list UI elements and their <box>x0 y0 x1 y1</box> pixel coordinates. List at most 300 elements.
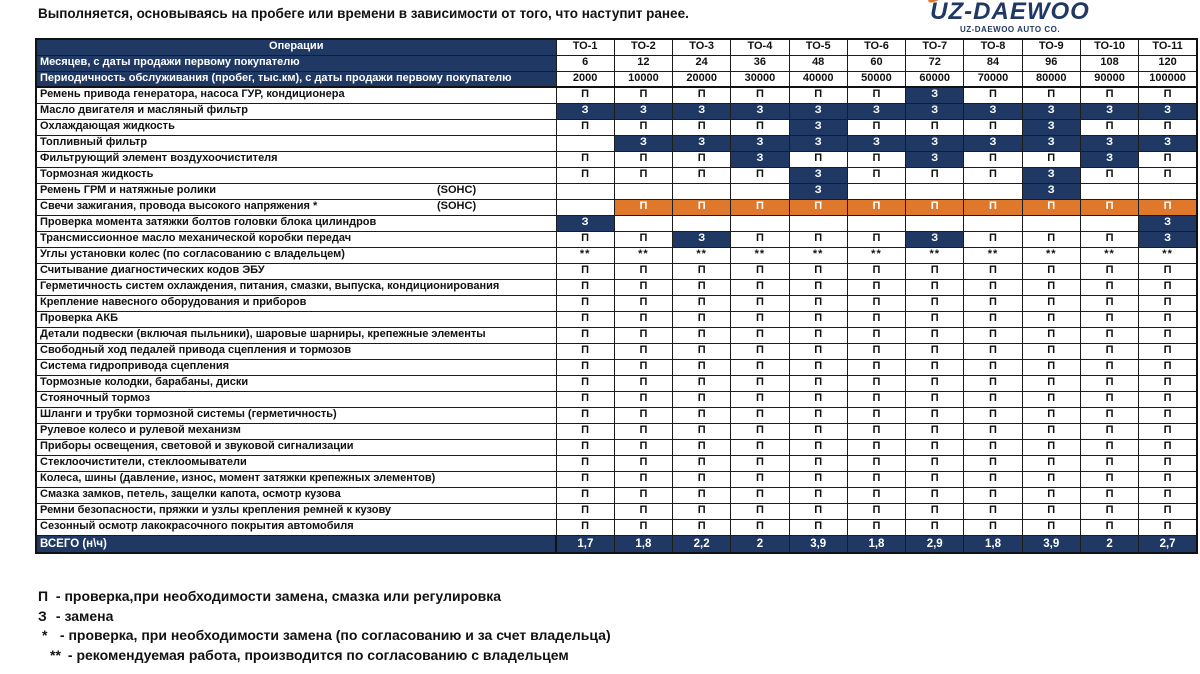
schedule-cell: П <box>1022 231 1080 247</box>
schedule-cell: З <box>906 103 964 119</box>
operation-label-text: Стеклоочистители, стеклоомыватели <box>40 456 247 469</box>
schedule-cell: П <box>964 327 1022 343</box>
schedule-cell: П <box>1080 343 1138 359</box>
schedule-cell: П <box>673 119 731 135</box>
schedule-cell: П <box>556 503 614 519</box>
schedule-cell <box>1139 183 1197 199</box>
months-value-cell: 60 <box>847 55 905 71</box>
schedule-cell: П <box>673 407 731 423</box>
schedule-cell: П <box>847 279 905 295</box>
schedule-cell: П <box>1080 375 1138 391</box>
operation-label <box>36 247 556 263</box>
schedule-cell: П <box>673 279 731 295</box>
mileage-row <box>36 71 1197 87</box>
schedule-cell: П <box>1139 87 1197 103</box>
months-value-cell: 12 <box>614 55 672 71</box>
schedule-cell: П <box>673 167 731 183</box>
schedule-cell: П <box>847 519 905 535</box>
schedule-cell: П <box>1022 455 1080 471</box>
operation-label <box>36 103 556 119</box>
operation-label <box>36 343 556 359</box>
schedule-cell: П <box>906 407 964 423</box>
schedule-cell: П <box>731 119 789 135</box>
schedule-cell: П <box>906 343 964 359</box>
schedule-cell: П <box>847 167 905 183</box>
legend-symbol: П <box>38 588 49 604</box>
schedule-cell: П <box>556 295 614 311</box>
interval-column-header: ТО-7 <box>906 39 964 55</box>
operation-label <box>36 407 556 423</box>
schedule-cell: П <box>1139 471 1197 487</box>
schedule-cell: П <box>673 439 731 455</box>
legend-symbol: З <box>38 607 47 624</box>
schedule-cell: П <box>1080 279 1138 295</box>
schedule-cell: П <box>964 519 1022 535</box>
operation-label <box>36 375 556 391</box>
schedule-cell: П <box>789 359 847 375</box>
operation-label-text: Трансмиссионное масло механической коробки передач <box>40 232 352 245</box>
operation-label-text: Ремень ГРМ и натяжные ролики <box>40 184 216 197</box>
operation-row <box>36 503 1197 519</box>
schedule-cell: П <box>964 151 1022 167</box>
schedule-cell: П <box>1022 279 1080 295</box>
schedule-cell: З <box>1080 103 1138 119</box>
schedule-cell: ** <box>673 247 731 263</box>
operation-row <box>36 183 1197 199</box>
schedule-cell <box>673 215 731 231</box>
schedule-cell: П <box>964 423 1022 439</box>
schedule-cell: ** <box>731 247 789 263</box>
schedule-cell: П <box>847 375 905 391</box>
months-value-cell: 6 <box>556 55 614 71</box>
schedule-cell: П <box>1022 439 1080 455</box>
schedule-cell: П <box>731 327 789 343</box>
months-row <box>36 55 1197 71</box>
schedule-cell: П <box>1080 359 1138 375</box>
schedule-cell: П <box>614 87 672 103</box>
operation-label <box>36 519 556 535</box>
schedule-cell <box>556 199 614 215</box>
schedule-cell: П <box>731 423 789 439</box>
operation-label <box>36 199 556 215</box>
intro-text: Выполняется, основываясь на пробеге или времени в зависимости от того, что наступит ранее. <box>38 6 689 21</box>
schedule-cell: П <box>789 295 847 311</box>
legend-line-replace <box>38 608 611 626</box>
schedule-cell: П <box>1022 375 1080 391</box>
schedule-cell: П <box>614 343 672 359</box>
schedule-cell: П <box>556 311 614 327</box>
schedule-cell: П <box>1139 407 1197 423</box>
operation-row <box>36 439 1197 455</box>
schedule-cell: З <box>1080 151 1138 167</box>
schedule-cell: П <box>906 295 964 311</box>
schedule-cell: П <box>614 487 672 503</box>
operation-label-text: Масло двигателя и масляный фильтр <box>40 104 248 117</box>
schedule-cell: П <box>964 487 1022 503</box>
schedule-cell: П <box>673 311 731 327</box>
schedule-cell: П <box>614 279 672 295</box>
schedule-cell: П <box>1080 87 1138 103</box>
schedule-cell: З <box>1139 231 1197 247</box>
operation-row <box>36 423 1197 439</box>
schedule-cell: П <box>731 487 789 503</box>
schedule-cell <box>731 183 789 199</box>
schedule-cell: П <box>1022 359 1080 375</box>
operation-label-text: Колеса, шины (давление, износ, момент затяжки крепежных элементов) <box>40 472 436 485</box>
schedule-cell: П <box>731 407 789 423</box>
legend-symbol: * <box>42 627 48 643</box>
total-hours-cell: 2,7 <box>1139 535 1197 553</box>
operation-row <box>36 407 1197 423</box>
schedule-cell: П <box>673 503 731 519</box>
schedule-cell: П <box>1080 439 1138 455</box>
total-hours-cell: 1,8 <box>614 535 672 553</box>
schedule-cell: П <box>789 455 847 471</box>
operation-row <box>36 487 1197 503</box>
schedule-cell: З <box>614 103 672 119</box>
schedule-cell: П <box>614 519 672 535</box>
schedule-cell: П <box>673 87 731 103</box>
schedule-cell: П <box>556 519 614 535</box>
mileage-row-label: Периодичность обслуживания (пробег, тыс.км), с даты продажи первому покупателю <box>36 71 556 87</box>
months-value-cell: 36 <box>731 55 789 71</box>
schedule-cell: П <box>614 455 672 471</box>
schedule-cell: З <box>614 135 672 151</box>
months-row-label: Месяцев, с даты продажи первому покупателю <box>36 55 556 71</box>
schedule-cell: П <box>556 439 614 455</box>
operation-label <box>36 279 556 295</box>
operation-row <box>36 359 1197 375</box>
months-value-cell: 120 <box>1139 55 1197 71</box>
schedule-cell: П <box>673 343 731 359</box>
total-row-label: ВСЕГО (н\ч) <box>36 535 556 553</box>
operation-label <box>36 391 556 407</box>
schedule-cell: П <box>556 375 614 391</box>
schedule-cell: П <box>556 87 614 103</box>
schedule-cell: З <box>673 231 731 247</box>
schedule-cell: П <box>964 295 1022 311</box>
schedule-cell: П <box>906 455 964 471</box>
schedule-cell: П <box>1139 263 1197 279</box>
schedule-cell: П <box>1080 503 1138 519</box>
mileage-value-cell: 100000 <box>1139 71 1197 87</box>
schedule-cell: П <box>847 151 905 167</box>
schedule-cell: П <box>1022 503 1080 519</box>
schedule-cell: П <box>847 343 905 359</box>
schedule-cell: П <box>906 263 964 279</box>
schedule-cell: П <box>1080 519 1138 535</box>
operation-row <box>36 279 1197 295</box>
schedule-cell: П <box>847 423 905 439</box>
operation-row <box>36 119 1197 135</box>
operation-row <box>36 311 1197 327</box>
schedule-cell: П <box>614 471 672 487</box>
operation-label <box>36 263 556 279</box>
schedule-cell: П <box>1139 423 1197 439</box>
legend-line-asterisk <box>38 627 611 645</box>
schedule-cell: З <box>789 167 847 183</box>
operation-label-text: Считывание диагностических кодов ЭБУ <box>40 264 265 277</box>
schedule-cell: З <box>673 103 731 119</box>
operation-row <box>36 231 1197 247</box>
operation-label <box>36 183 556 199</box>
schedule-cell: П <box>673 423 731 439</box>
schedule-cell: П <box>789 311 847 327</box>
schedule-cell: П <box>731 455 789 471</box>
schedule-cell: З <box>789 103 847 119</box>
legend-line-double-asterisk <box>38 647 611 665</box>
schedule-cell: П <box>1139 119 1197 135</box>
operation-label <box>36 503 556 519</box>
months-value-cell: 24 <box>673 55 731 71</box>
schedule-cell: З <box>847 103 905 119</box>
interval-column-header: ТО-6 <box>847 39 905 55</box>
schedule-cell: П <box>964 503 1022 519</box>
schedule-cell: П <box>556 359 614 375</box>
schedule-cell: П <box>1139 199 1197 215</box>
schedule-cell: П <box>614 375 672 391</box>
operation-row <box>36 327 1197 343</box>
operation-row <box>36 199 1197 215</box>
operation-label <box>36 231 556 247</box>
schedule-cell: П <box>1080 471 1138 487</box>
schedule-cell: П <box>556 279 614 295</box>
mileage-value-cell: 50000 <box>847 71 905 87</box>
interval-column-header: ТО-5 <box>789 39 847 55</box>
schedule-cell: П <box>556 423 614 439</box>
schedule-cell: П <box>1139 327 1197 343</box>
schedule-cell <box>964 183 1022 199</box>
operation-label-text: Свободный ход педалей привода сцепления и тормозов <box>40 344 352 357</box>
schedule-cell: П <box>789 503 847 519</box>
schedule-cell: П <box>556 391 614 407</box>
schedule-cell: П <box>964 167 1022 183</box>
operation-label <box>36 487 556 503</box>
schedule-cell: П <box>614 407 672 423</box>
schedule-cell: П <box>964 311 1022 327</box>
operation-row <box>36 87 1197 103</box>
schedule-cell: З <box>906 135 964 151</box>
schedule-cell: П <box>1022 295 1080 311</box>
schedule-cell: П <box>789 391 847 407</box>
schedule-cell: П <box>1022 151 1080 167</box>
schedule-cell: П <box>673 471 731 487</box>
months-value-cell: 84 <box>964 55 1022 71</box>
operation-row <box>36 135 1197 151</box>
mileage-value-cell: 10000 <box>614 71 672 87</box>
legend-line-check <box>38 588 611 606</box>
operation-label-text: Смазка замков, петель, защелки капота, осмотр кузова <box>40 488 341 501</box>
schedule-cell: П <box>673 455 731 471</box>
operation-label <box>36 439 556 455</box>
schedule-cell: П <box>1022 407 1080 423</box>
schedule-cell: П <box>1080 391 1138 407</box>
schedule-cell <box>906 215 964 231</box>
maintenance-table <box>35 38 1198 554</box>
schedule-cell: П <box>731 503 789 519</box>
schedule-cell: П <box>1080 487 1138 503</box>
schedule-cell: П <box>1022 263 1080 279</box>
schedule-cell: З <box>847 135 905 151</box>
schedule-cell: П <box>1080 455 1138 471</box>
schedule-cell: П <box>964 439 1022 455</box>
operation-label <box>36 295 556 311</box>
schedule-cell: П <box>1139 519 1197 535</box>
operation-label-text: Ремни безопасности, пряжки и узлы крепления ремней к кузову <box>40 504 392 517</box>
schedule-cell: П <box>673 199 731 215</box>
schedule-cell <box>964 215 1022 231</box>
logo-brand-label: UZ-DAEWOO <box>930 0 1090 25</box>
total-hours-cell: 1,8 <box>847 535 905 553</box>
schedule-cell: П <box>731 199 789 215</box>
schedule-cell: П <box>789 423 847 439</box>
schedule-cell: П <box>1139 503 1197 519</box>
operation-row <box>36 263 1197 279</box>
schedule-cell: П <box>789 343 847 359</box>
operation-label-text: Крепление навесного оборудования и приборов <box>40 296 307 309</box>
schedule-cell: П <box>906 439 964 455</box>
operation-label-text: Топливный фильтр <box>40 136 148 149</box>
schedule-cell: П <box>673 391 731 407</box>
schedule-cell: П <box>964 391 1022 407</box>
schedule-cell: П <box>1139 487 1197 503</box>
schedule-cell: П <box>731 231 789 247</box>
schedule-cell: П <box>614 423 672 439</box>
schedule-cell: П <box>673 295 731 311</box>
schedule-cell: П <box>731 519 789 535</box>
schedule-cell: П <box>906 375 964 391</box>
schedule-cell: П <box>731 311 789 327</box>
schedule-cell: ** <box>614 247 672 263</box>
legend <box>38 588 611 666</box>
schedule-cell: П <box>847 471 905 487</box>
schedule-cell <box>673 183 731 199</box>
mileage-value-cell: 40000 <box>789 71 847 87</box>
mileage-value-cell: 90000 <box>1080 71 1138 87</box>
schedule-cell: П <box>673 375 731 391</box>
schedule-cell: П <box>1022 87 1080 103</box>
operation-label <box>36 151 556 167</box>
schedule-cell: П <box>847 119 905 135</box>
schedule-cell: П <box>556 455 614 471</box>
schedule-cell: П <box>556 263 614 279</box>
schedule-cell: П <box>789 279 847 295</box>
schedule-cell: П <box>906 279 964 295</box>
schedule-cell: П <box>556 471 614 487</box>
schedule-cell: П <box>1080 327 1138 343</box>
mileage-value-cell: 30000 <box>731 71 789 87</box>
operation-label-text: Проверка момента затяжки болтов головки блока цилиндров <box>40 216 377 229</box>
schedule-cell: П <box>1022 423 1080 439</box>
operation-row <box>36 519 1197 535</box>
mileage-value-cell: 70000 <box>964 71 1022 87</box>
schedule-cell: П <box>1022 343 1080 359</box>
schedule-cell: З <box>1022 135 1080 151</box>
schedule-cell: П <box>556 151 614 167</box>
interval-column-header: ТО-4 <box>731 39 789 55</box>
schedule-cell: ** <box>964 247 1022 263</box>
total-hours-cell: 2 <box>1080 535 1138 553</box>
schedule-cell: П <box>789 519 847 535</box>
legend-text: - проверка, при необходимости замена (по согласованию и за счет владельца) <box>59 627 611 643</box>
schedule-cell: П <box>1080 311 1138 327</box>
schedule-cell: П <box>1139 295 1197 311</box>
schedule-cell: П <box>906 423 964 439</box>
schedule-cell: З <box>1022 167 1080 183</box>
schedule-cell: П <box>1080 295 1138 311</box>
schedule-cell: П <box>556 487 614 503</box>
schedule-cell: З <box>1139 103 1197 119</box>
schedule-cell: П <box>731 263 789 279</box>
schedule-cell: П <box>964 471 1022 487</box>
schedule-cell: П <box>847 487 905 503</box>
schedule-cell: З <box>789 119 847 135</box>
schedule-cell: ** <box>1080 247 1138 263</box>
schedule-cell: П <box>1080 199 1138 215</box>
operation-label-text: Охлаждающая жидкость <box>40 120 175 133</box>
schedule-cell: З <box>556 215 614 231</box>
operation-label <box>36 423 556 439</box>
schedule-cell: П <box>847 407 905 423</box>
interval-column-header: ТО-9 <box>1022 39 1080 55</box>
mileage-value-cell: 2000 <box>556 71 614 87</box>
interval-column-header: ТО-8 <box>964 39 1022 55</box>
schedule-cell: ** <box>1022 247 1080 263</box>
operation-label <box>36 135 556 151</box>
schedule-cell: ** <box>847 247 905 263</box>
schedule-cell: П <box>1022 327 1080 343</box>
operation-label-text: Ремень привода генератора, насоса ГУР, кондиционера <box>40 88 345 101</box>
schedule-cell: П <box>964 199 1022 215</box>
schedule-cell: ** <box>789 247 847 263</box>
schedule-cell <box>1080 215 1138 231</box>
interval-column-header: ТО-3 <box>673 39 731 55</box>
schedule-cell: П <box>847 391 905 407</box>
table-head <box>36 39 1197 55</box>
schedule-cell: З <box>731 103 789 119</box>
operation-label <box>36 471 556 487</box>
interval-column-header: ТО-10 <box>1080 39 1138 55</box>
total-hours-cell: 3,9 <box>789 535 847 553</box>
schedule-cell: П <box>1022 487 1080 503</box>
schedule-cell: П <box>964 343 1022 359</box>
schedule-cell: П <box>847 311 905 327</box>
operation-label-text: Рулевое колесо и рулевой механизм <box>40 424 241 437</box>
schedule-cell: П <box>1139 359 1197 375</box>
schedule-cell: П <box>1139 343 1197 359</box>
operation-label-text: Стояночный тормоз <box>40 392 151 405</box>
operation-row <box>36 375 1197 391</box>
operation-label <box>36 327 556 343</box>
schedule-cell <box>789 215 847 231</box>
total-hours-cell: 2,2 <box>673 535 731 553</box>
schedule-cell: П <box>1022 471 1080 487</box>
schedule-cell: П <box>1080 119 1138 135</box>
schedule-cell: П <box>731 439 789 455</box>
operation-label <box>36 119 556 135</box>
schedule-cell <box>1080 183 1138 199</box>
schedule-cell: П <box>964 375 1022 391</box>
schedule-cell: П <box>731 471 789 487</box>
operation-label-text: Тормозная жидкость <box>40 168 154 181</box>
schedule-cell: З <box>1139 215 1197 231</box>
operation-row <box>36 471 1197 487</box>
operation-label-text: Герметичность систем охлаждения, питания, смазки, выпуска, кондиционирования <box>40 280 500 293</box>
legend-text: - проверка,при необходимости замена, смазка или регулировка <box>55 588 502 604</box>
total-hours-cell: 2 <box>731 535 789 553</box>
schedule-cell: П <box>1139 167 1197 183</box>
total-hours-cell: 3,9 <box>1022 535 1080 553</box>
